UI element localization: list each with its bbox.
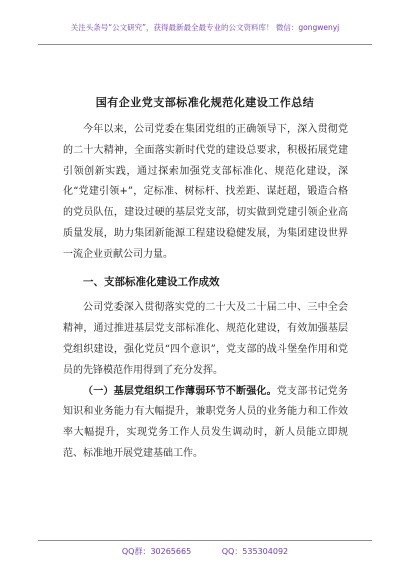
section-heading: 一、支部标准化建设工作成效 <box>83 275 220 288</box>
document-title: 国有企业党支部标准化规范化建设工作总结 <box>95 96 315 109</box>
header-notice: 关注头条号“公文研究”，获得最新最全最专业的公文资料库！ 微信：gongwenyj <box>70 23 340 32</box>
subsection-paragraph <box>63 382 348 465</box>
footer-qq: QQ：535304092 <box>221 547 289 556</box>
header-divider <box>38 44 372 45</box>
subsection-text: 党支部书记党务知识和业务能力有大幅提升，兼职党务人员的业务能力和工作效率大幅提升，实现党务工作人员发生调动时，新人员能立即规范、标准地开展党建基础工作。 <box>63 385 349 459</box>
footer-divider <box>38 540 372 541</box>
document-body <box>63 120 348 465</box>
intro-paragraph: 今年以来，公司党委在集团党组的正确领导下，深入贯彻党的二十大精神，全面落实新时代党的建设总要求，积极拓展党建引领创新实践，通过探索加强党支部标准化、规范化建设，深化“党建引领+”，定标准、树标杆、找差距、谋赶超，锻造合格的党员队伍，建设过硬的基层党支部，切实做到党建引领企业高质量发展，助力集团新能源工程建设稳健发展，为集团建设世界一流企业贡献公司力量。 <box>63 124 348 260</box>
section-paragraph: 公司党委深入贯彻落实党的二十大及二十届二中、三中全会精神，通过推进基层党支部标准化、规范化建设，有效加强基层党组织建设，强化党员“四个意识”，党支部的战斗堡垒作用和党员的先锋模范作用得到了充分发挥。 <box>63 302 348 376</box>
footer-qq-group: QQ群：30265665 <box>121 547 192 556</box>
subsection-heading: （一）基层党组织工作薄弱环节不断强化。 <box>83 385 277 397</box>
footer-contact <box>40 546 370 557</box>
